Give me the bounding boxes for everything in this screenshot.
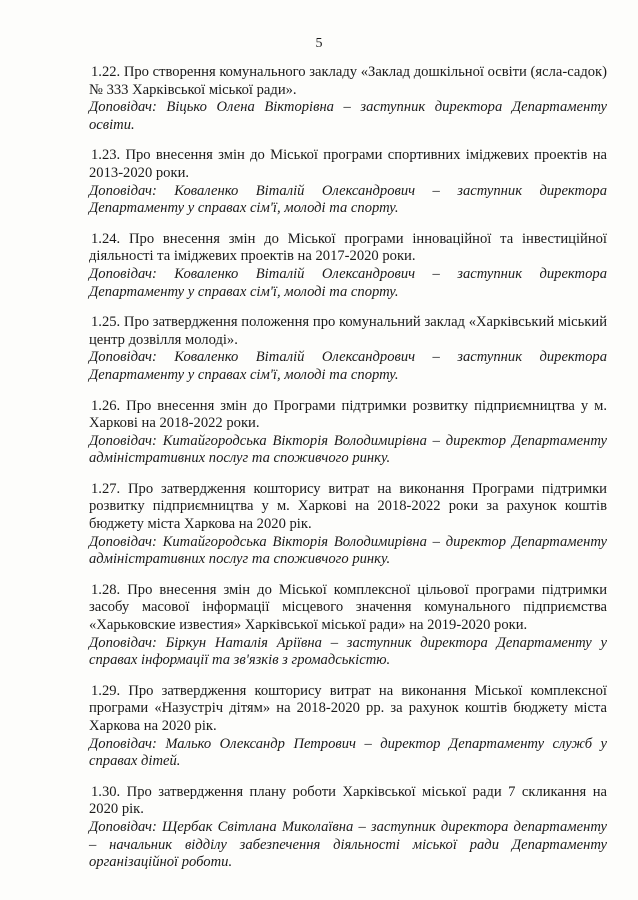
agenda-item	[89, 683, 607, 771]
agenda-item-speaker: Доповідач: Китайгородська Вікторія Володимирівна – директор Департаменту адміністративних послуг та споживчого ринку.	[89, 432, 607, 467]
agenda-item	[89, 398, 607, 468]
agenda-item	[89, 481, 607, 569]
agenda-item-speaker: Доповідач: Коваленко Віталій Олександрович – заступник директора Департаменту у справах сім'ї, молоді та спорту.	[89, 265, 607, 300]
page-number: 5	[315, 36, 323, 51]
agenda-item-speaker: Доповідач: Китайгородська Вікторія Володимирівна – директор Департаменту адміністративних послуг та споживчого ринку.	[89, 533, 607, 568]
agenda-item-speaker: Доповідач: Біркун Наталія Аріївна – заступник директора Департаменту у справах інформації та зв'язків з громадськістю.	[89, 634, 607, 669]
agenda-item-speaker: Доповідач: Малько Олександр Петрович – директор Департаменту служб у справах дітей.	[89, 735, 607, 770]
agenda-item-speaker: Доповідач: Віцько Олена Вікторівна – заступник директора Департаменту освіти.	[89, 99, 607, 133]
agenda-item	[89, 784, 607, 872]
agenda-item	[89, 64, 607, 134]
agenda-item	[89, 582, 607, 670]
agenda-item-title: 1.30. Про затвердження плану роботи Харківської міської ради 7 скликання на 2020 рік.	[89, 783, 607, 818]
agenda-item-speaker: Доповідач: Коваленко Віталій Олександрович – заступник директора Департаменту у справах сім'ї, молоді та спорту.	[89, 182, 607, 217]
agenda-item-title: 1.29. Про затвердження кошторису витрат на виконання Міської комплексної програми «Назустріч дітям» на 2018-2020 рр. за рахунок коштів бюджету міста Харкова на 2020 рік.	[89, 682, 607, 734]
agenda-item-speaker: Доповідач: Щербак Світлана Миколаївна – заступник директора департаменту – начальник відділу забезпечення діяльності міської ради Департаменту організаційної роботи.	[89, 818, 607, 871]
agenda-item	[89, 314, 607, 384]
agenda-item-speaker: Доповідач: Коваленко Віталій Олександрович – заступник директора Департаменту у справах сім'ї, молоді та спорту.	[89, 349, 607, 383]
agenda-item	[89, 147, 607, 217]
agenda-item-title: 1.23. Про внесення змін до Міської програми спортивних іміджевих проектів на 2013-2020 роки.	[89, 147, 607, 181]
agenda-list	[89, 64, 607, 885]
agenda-item-title: 1.25. Про затвердження положення про комунальний заклад «Харківський міський центр дозвілля молоді».	[89, 314, 607, 348]
agenda-item-title: 1.24. Про внесення змін до Міської програми інноваційної та інвестиційної діяльності та іміджевих проектів на 2017-2020 роки.	[89, 230, 607, 265]
agenda-item-title: 1.27. Про затвердження кошторису витрат на виконання Програми підтримки розвитку підприємництва у м. Харкові на 2018-2022 роки за рахунок коштів бюджету міста Харкова на 2020 рік.	[89, 480, 607, 533]
agenda-item-title: 1.28. Про внесення змін до Міської комплексної цільової програми підтримки засобу масової інформації місцевого значення комунального підприємства «Харьковские известия» Харківської міської ради» на 2019-2020 роки.	[89, 581, 607, 634]
agenda-item	[89, 231, 607, 301]
agenda-item-title: 1.22. Про створення комунального закладу «Заклад дошкільної освіти (ясла-садок) № 333 Харківської міської ради».	[89, 64, 607, 98]
agenda-item-title: 1.26. Про внесення змін до Програми підтримки розвитку підприємництва у м. Харкові на 2018-2022 роки.	[89, 397, 607, 432]
